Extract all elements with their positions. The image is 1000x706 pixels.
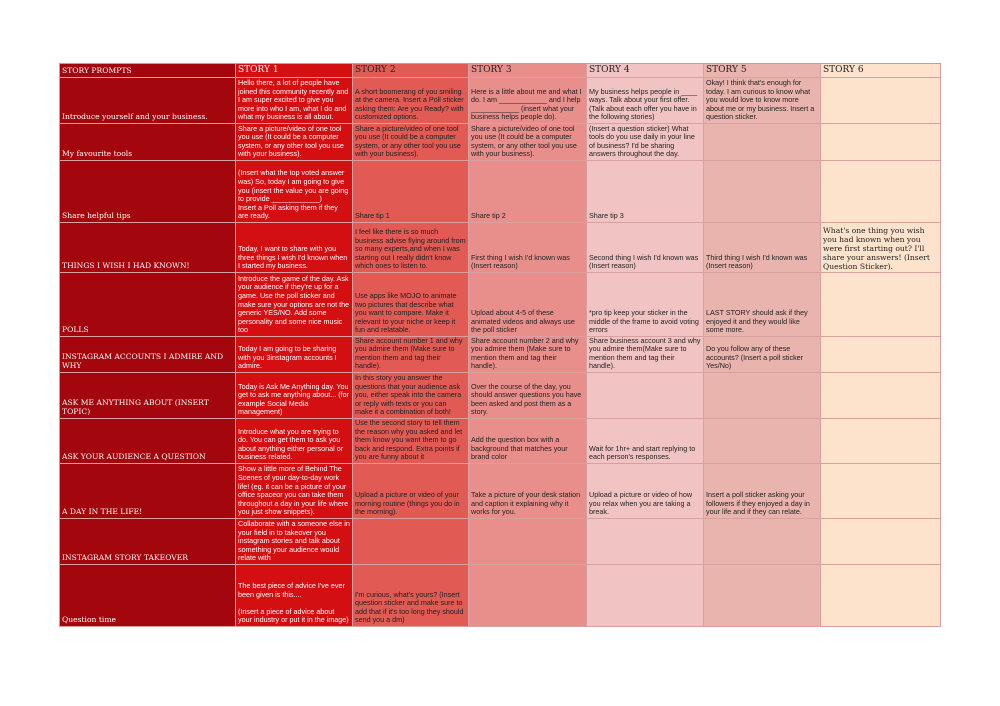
row-prompt: ASK YOUR AUDIENCE A QUESTION <box>60 419 236 464</box>
row-prompt: My favourite tools <box>60 124 236 161</box>
story-cell <box>821 273 941 337</box>
story-cell: Share account number 2 and why you admire them (Make sure to mention them and tag their handle). <box>469 337 587 373</box>
story-cell: Here is a little about me and what I do. I am ____________ and I help ____________ (insert what your business helps people do). <box>469 78 587 124</box>
story-cell: Upload about 4-5 of these animated videos and always use the poll sticker <box>469 273 587 337</box>
story-cell <box>821 565 941 627</box>
story-cell: Share tip 2 <box>469 161 587 223</box>
story-cell: Add the question box with a background that matches your brand color <box>469 419 587 464</box>
story-cell <box>469 519 587 565</box>
row-prompt: Introduce yourself and your business. <box>60 78 236 124</box>
story-cell <box>587 565 704 627</box>
story-cell: Okay! I think that's enough for today. I am curious to know what you would love to know more about me or my business. Insert a question sticker. <box>704 78 821 124</box>
row-prompt: POLLS <box>60 273 236 337</box>
story-cell: Use apps like MOJO to animate two pictures that describe what you want to compare. Make it relevant to your niche or keep it fun and relatable. <box>353 273 469 337</box>
story-cell <box>821 519 941 565</box>
story-cell: Over the course of the day, you should answer questions you have been asked and post them as a story. <box>469 373 587 419</box>
story-cell <box>821 464 941 519</box>
row-prompt: THINGS I WISH I HAD KNOWN! <box>60 223 236 273</box>
row-prompt: INSTAGRAM STORY TAKEOVER <box>60 519 236 565</box>
story-prompts-table <box>59 63 941 627</box>
story-cell: (Insert a question sticker) What tools do you use daily in your line of business? I'd be sharing answers throughout the day. <box>587 124 704 161</box>
story-cell: Share a picture/video of one tool you use (It could be a computer system, or any other tool you use with your business). <box>469 124 587 161</box>
story-cell: Hello there, a lot of people have joined this community recently and I am super excited to give you more into who I am, what I do and what my business is all about. <box>236 78 353 124</box>
story-cell: Insert a poll sticker asking your followers if they enjoyed a day in your life and if they can relate. <box>704 464 821 519</box>
story-cell: Use the second story to tell them the reason why you asked and let them know you want them to go back and respond. Extra points if you are funny about it <box>353 419 469 464</box>
story-cell: I'm curious, what's yours? (Insert question sticker and make sure to add that if it's too long they should send you a dm) <box>353 565 469 627</box>
column-header: STORY 5 <box>704 64 821 78</box>
story-cell: Wait for 1hr+ and start replying to each person's responses. <box>587 419 704 464</box>
story-cell: Take a picture of your desk station and caption it explaining why it works for you. <box>469 464 587 519</box>
story-cell <box>821 124 941 161</box>
story-cell <box>704 161 821 223</box>
row-prompt: INSTAGRAM ACCOUNTS I ADMIRE AND WHY <box>60 337 236 373</box>
story-cell: *pro tip keep your sticker in the middle of the frame to avoid voting errors <box>587 273 704 337</box>
story-cell <box>353 519 469 565</box>
story-cell: (Insert what the top voted answer was) So, today I am going to give you (insert the value you are going to provide ____________) Insert a Poll asking them if they are ready. <box>236 161 353 223</box>
story-cell: Share a picture/video of one tool you use (It could be a computer system, or any other tool you use with your business). <box>353 124 469 161</box>
story-cell: Upload a picture or video of your morning routine (things you do in the morning). <box>353 464 469 519</box>
column-header: STORY PROMPTS <box>60 64 236 78</box>
story-cell: Introduce what you are trying to do. You can get them to ask you about anything either personal or business related. <box>236 419 353 464</box>
story-cell: Share tip 1 <box>353 161 469 223</box>
story-cell <box>821 373 941 419</box>
story-cell <box>704 565 821 627</box>
story-cell: Introduce the game of the day. Ask your audience if they're up for a game. Use the poll sticker and make sure your options are not the generic YES/NO. Add some personality and some nice music too <box>236 273 353 337</box>
story-cell <box>704 124 821 161</box>
story-cell: What's one thing you wish you had known when you were first starting out? I'll share your answers! (Insert Question Sticker). <box>821 223 941 273</box>
story-cell: LAST STORY should ask if they enjoyed it and they would like some more. <box>704 273 821 337</box>
column-header: STORY 3 <box>469 64 587 78</box>
story-cell: A short boomerang of you smiling at the camera. Insert a Poll sticker asking them: Are you Ready? with customized options. <box>353 78 469 124</box>
story-cell: I feel like there is so much business advise flying around from so many experts,and when I was starting out I really didn't know which ones to listen to. <box>353 223 469 273</box>
story-cell <box>587 519 704 565</box>
story-cell: Today is Ask Me Anything day. You get to ask me anything about... (for example Social Media management) <box>236 373 353 419</box>
story-cell: Share account number 1 and why you admire them (Make sure to mention them and tag their handle). <box>353 337 469 373</box>
story-cell: Show a little more of Behind The Scenes of your day-to-day work life! (eg. it can be a picture of your office spaceor you can take them throughout a day in your life where you just show snippets). <box>236 464 353 519</box>
story-cell: Second thing I wish I'd known was (Insert reason) <box>587 223 704 273</box>
story-cell <box>587 373 704 419</box>
story-cell: Upload a picture or video of how you relax when you are taking a break. <box>587 464 704 519</box>
row-prompt: Question time <box>60 565 236 627</box>
story-cell <box>704 519 821 565</box>
story-cell <box>821 78 941 124</box>
story-cell: Do you follow any of these accounts? (Insert a poll sticker Yes/No) <box>704 337 821 373</box>
story-cell: Today, I want to share with you three things I wish I'd known when I started my business. <box>236 223 353 273</box>
story-cell: Today I am going to be sharing with you 3instagram accounts I admire. <box>236 337 353 373</box>
column-header: STORY 4 <box>587 64 704 78</box>
column-header: STORY 6 <box>821 64 941 78</box>
row-prompt: Share helpful tips <box>60 161 236 223</box>
story-cell: First thing I wish I'd known was (Insert reason) <box>469 223 587 273</box>
story-cell: Share tip 3 <box>587 161 704 223</box>
story-cell: Collaborate with a someone else in your field in to takeover you instagram stories and talk about something your audience would relate with <box>236 519 353 565</box>
story-cell <box>821 419 941 464</box>
story-cell: In this story you answer the questions that your audience ask you, either speak into the camera or reply with texts or you can make it a combination of both! <box>353 373 469 419</box>
story-cell <box>704 373 821 419</box>
story-cell <box>821 337 941 373</box>
story-cell <box>469 565 587 627</box>
row-prompt: A DAY IN THE LIFE! <box>60 464 236 519</box>
story-cell: Share business account 3 and why you admire them(Make sure to mention them and tag their handle). <box>587 337 704 373</box>
story-cell: Third thing I wish I'd known was (Insert reason) <box>704 223 821 273</box>
story-cell <box>704 419 821 464</box>
column-header: STORY 1 <box>236 64 353 78</box>
story-cell: My business helps people in ____ ways. Talk about your first offer. (Talk about each offer you have in the following stories) <box>587 78 704 124</box>
row-prompt: ASK ME ANYTHING ABOUT (INSERT TOPIC) <box>60 373 236 419</box>
story-cell: Share a picture/video of one tool you use (It could be a computer system, or any other tool you use with your business). <box>236 124 353 161</box>
story-cell: The best piece of advice I've ever been given is this.... (Insert a piece of advice about your industry or put it in the image) <box>236 565 353 627</box>
column-header: STORY 2 <box>353 64 469 78</box>
story-cell <box>821 161 941 223</box>
